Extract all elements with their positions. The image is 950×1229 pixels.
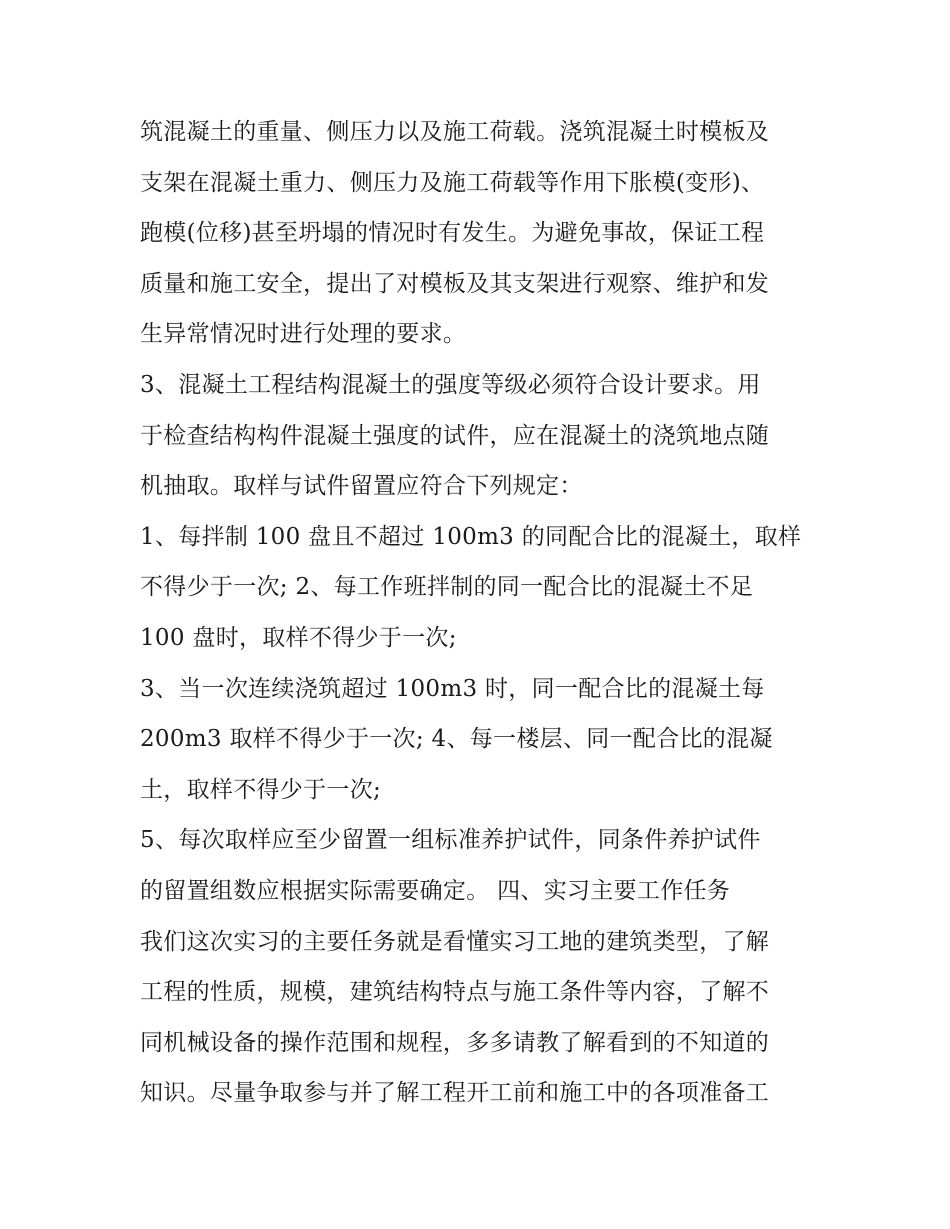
text-line: 我们这次实习的主要任务就是看懂实习工地的建筑类型，了解 xyxy=(140,928,770,955)
text-line: 3、混凝土工程结构混凝土的强度等级必须符合设计要求。用 xyxy=(140,371,761,398)
text-line: 筑混凝土的重量、侧压力以及施工荷载。浇筑混凝土时模板及 xyxy=(140,119,770,145)
text-line: 质量和施工安全，提出了对模板及其支架进行观察、维护和发 xyxy=(140,270,770,297)
text-line: 于检查结构构件混凝土强度的试件，应在混凝土的浇筑地点随 xyxy=(140,422,770,449)
text-line: 工程的性质，规模，建筑结构特点与施工条件等内容，了解不 xyxy=(140,979,770,1006)
text-line: 支架在混凝土重力、侧压力及施工荷载等作用下胀模(变形)、 xyxy=(140,169,765,196)
text-line: 知识。尽量争取参与并了解工程开工前和施工中的各项准备工 xyxy=(140,1080,770,1107)
text-line: 的留置组数应根据实际需要确定。 四、实习主要工作任务 xyxy=(140,877,731,904)
text-line: 3、当一次连续浇筑超过 100m3 时，同一配合比的混凝土每 xyxy=(140,675,765,702)
text-line: 土，取样不得少于一次; xyxy=(140,776,382,803)
text-line: 100 盘时，取样不得少于一次; xyxy=(140,624,457,651)
text-line: 机抽取。取样与试件留置应符合下列规定： xyxy=(140,473,583,500)
text-line: 5、每次取样应至少留置一组标准养护试件，同条件养护试件 xyxy=(140,827,761,854)
text-line: 1、每拌制 100 盘且不超过 100m3 的同配合比的混凝土，取样 xyxy=(140,523,802,550)
document-body xyxy=(140,107,820,1119)
text-line: 200m3 取样不得少于一次; 4、每一楼层、同一配合比的混凝 xyxy=(140,726,773,753)
text-line: 同机械设备的操作范围和规程，多多请教了解看到的不知道的 xyxy=(140,1029,770,1056)
text-line: 生异常情况时进行处理的要求。 xyxy=(140,321,467,348)
text-line: 跑模(位移)甚至坍塌的情况时有发生。为避免事故，保证工程 xyxy=(140,220,765,247)
text-line: 不得少于一次; 2、每工作班拌制的同一配合比的混凝土不足 xyxy=(140,574,754,601)
